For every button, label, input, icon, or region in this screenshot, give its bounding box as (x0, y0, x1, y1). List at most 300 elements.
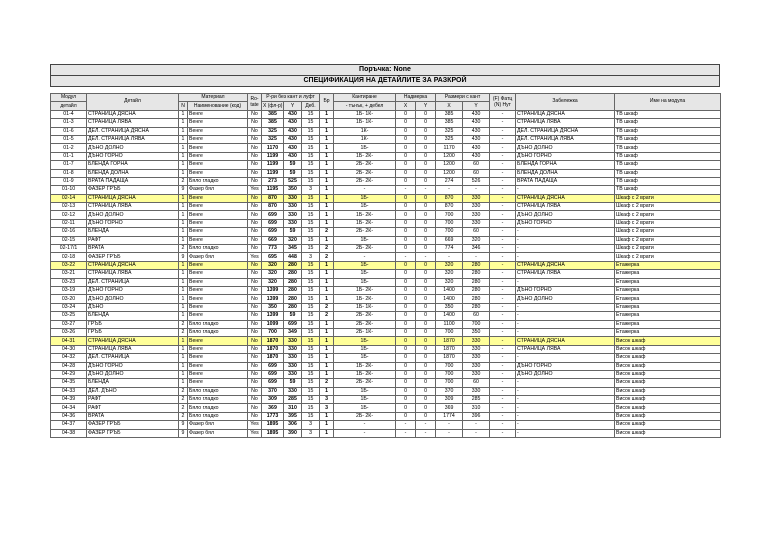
cell-ax: 0 (396, 127, 416, 135)
cell-material: Венге (188, 219, 248, 227)
cell-detail: СТРАНИЦА ЛЯВА (87, 119, 179, 127)
cell-edge: - (334, 421, 396, 429)
th-edge: Кантиране (334, 94, 396, 102)
cell-detail: ДЪНО ГОРНО (87, 286, 179, 294)
cell-module-id: 04-37 (51, 421, 87, 429)
cell-sy: 280 (463, 303, 490, 311)
cell-material: Венге (188, 270, 248, 278)
cell-detail: ФАЗЕР ГРЪБ (87, 421, 179, 429)
cell-edge: 1Б- (334, 387, 396, 395)
cell-note: - (516, 186, 615, 194)
cell-y: 59 (284, 312, 302, 320)
cell-ax: - (396, 186, 416, 194)
table-row (51, 177, 721, 185)
cell-x: 1199 (262, 161, 284, 169)
cell-ax: - (396, 253, 416, 261)
cell-ax: 0 (396, 312, 416, 320)
cell-y: 330 (284, 211, 302, 219)
cell-n: 1 (179, 379, 188, 387)
cell-n: 2 (179, 328, 188, 336)
cell-material: Венге (188, 211, 248, 219)
cell-n: 9 (179, 429, 188, 437)
th-module: Модул (51, 94, 87, 102)
cell-rotate: No (248, 236, 262, 244)
cell-ay: 0 (416, 396, 436, 404)
cell-y: 699 (284, 320, 302, 328)
cell-thick: 15 (302, 278, 320, 286)
cell-sx: 325 (436, 127, 463, 135)
cell-sy: 430 (463, 110, 490, 118)
table-row (51, 152, 721, 160)
cell-edge: 1Б- 1К- (334, 303, 396, 311)
cell-sx: 870 (436, 194, 463, 202)
cell-detail: СТРАНИЦА ДЯСНА (87, 194, 179, 202)
cell-ax: 0 (396, 412, 416, 420)
cell-module-name: ТВ шкаф (615, 152, 721, 160)
cell-facet: - (490, 362, 516, 370)
cell-ax: 0 (396, 345, 416, 353)
cell-thick: 15 (302, 312, 320, 320)
cell-rotate: No (248, 203, 262, 211)
cell-x: 1773 (262, 412, 284, 420)
cell-material: Фазер бял (188, 421, 248, 429)
cell-sx: 1870 (436, 345, 463, 353)
cell-ay: 0 (416, 127, 436, 135)
table-row (51, 396, 721, 404)
cell-detail: ГРЪБ (87, 320, 179, 328)
cell-thick: 15 (302, 152, 320, 160)
table-row (51, 144, 721, 152)
cell-edge: - (334, 429, 396, 437)
th-thick: Деб. (302, 102, 320, 110)
cell-material: Венге (188, 169, 248, 177)
cell-sx: 1400 (436, 312, 463, 320)
table-row (51, 328, 721, 336)
cell-count: 1 (320, 362, 334, 370)
cell-n: 9 (179, 253, 188, 261)
cell-sy: 60 (463, 312, 490, 320)
cell-edge: 1Б- (334, 278, 396, 286)
cell-ax: 0 (396, 337, 416, 345)
order-title: Поръчка: None (50, 64, 720, 76)
cell-module-name: Шкаф с 2 врати (615, 211, 721, 219)
th-y: Y (284, 102, 302, 110)
cell-ax: 0 (396, 228, 416, 236)
cell-material: Венге (188, 261, 248, 269)
cell-sy: 330 (463, 194, 490, 202)
cell-detail: ВРАТА ПАДАЩА (87, 177, 179, 185)
cell-module-name: Шкаф с 2 врати (615, 245, 721, 253)
cell-x: 773 (262, 245, 284, 253)
th-detail: Детайл (87, 94, 179, 111)
cell-facet: - (490, 270, 516, 278)
cell-count: 2 (320, 228, 334, 236)
cell-edge: 1Б- (334, 345, 396, 353)
cell-module-name: Висок шкаф (615, 387, 721, 395)
cell-material: Фазер бял (188, 186, 248, 194)
cell-n: 1 (179, 169, 188, 177)
cell-detail: БЛЕНДА ДОЛНА (87, 169, 179, 177)
cell-sx: 320 (436, 270, 463, 278)
cell-module-id: 04-36 (51, 412, 87, 420)
cell-module-id: 04-34 (51, 404, 87, 412)
cutting-spec-sheet (50, 64, 720, 438)
cell-rotate: No (248, 211, 262, 219)
cell-ax: 0 (396, 219, 416, 227)
cell-thick: 15 (302, 412, 320, 420)
cell-note: СТРАНИЦА ДЯСНА (516, 261, 615, 269)
cell-facet: - (490, 211, 516, 219)
cell-count: 1 (320, 110, 334, 118)
cell-ay: 0 (416, 245, 436, 253)
cell-sx: 1170 (436, 144, 463, 152)
cell-count: 1 (320, 119, 334, 127)
cell-detail: ДЕЛ. СТРАНИЦА ЛЯВА (87, 135, 179, 143)
cell-n: 1 (179, 161, 188, 169)
th-rotate: Ro-tate (248, 94, 262, 111)
cell-thick: 15 (302, 328, 320, 336)
cell-rotate: No (248, 354, 262, 362)
cell-count: 1 (320, 135, 334, 143)
cell-module-name: Етажерка (615, 312, 721, 320)
cell-ax: - (396, 429, 416, 437)
table-row (51, 354, 721, 362)
cell-detail: ДЪНО ДОЛНО (87, 370, 179, 378)
cell-module-name: Висок шкаф (615, 396, 721, 404)
cell-sx: 870 (436, 203, 463, 211)
cell-facet: - (490, 261, 516, 269)
cell-ay: 0 (416, 270, 436, 278)
cell-edge: 1Б- (334, 270, 396, 278)
cell-n: 1 (179, 337, 188, 345)
cell-thick: 3 (302, 429, 320, 437)
cell-note: - (516, 278, 615, 286)
cell-ax: 0 (396, 194, 416, 202)
cell-facet: - (490, 186, 516, 194)
cell-x: 1399 (262, 286, 284, 294)
cell-thick: 15 (302, 362, 320, 370)
cell-y: 59 (284, 161, 302, 169)
cell-y: 280 (284, 303, 302, 311)
cell-y: 310 (284, 404, 302, 412)
cell-sx: 700 (436, 219, 463, 227)
cell-material: Бяло гладко (188, 320, 248, 328)
cell-count: 1 (320, 328, 334, 336)
cell-facet: - (490, 228, 516, 236)
table-row (51, 286, 721, 294)
cell-thick: 15 (302, 177, 320, 185)
cell-detail: СТРАНИЦА ДЯСНА (87, 110, 179, 118)
cell-module-id: 04-28 (51, 362, 87, 370)
cell-rotate: Yes (248, 253, 262, 261)
cell-x: 385 (262, 110, 284, 118)
cell-x: 320 (262, 278, 284, 286)
cell-edge: 1Б- 2К- (334, 370, 396, 378)
cell-ax: 0 (396, 396, 416, 404)
cell-ax: 0 (396, 303, 416, 311)
cell-detail: СТРАНИЦА ЛЯВА (87, 270, 179, 278)
cell-note: ДЕЛ. СТРАНИЦА ЛЯВА (516, 135, 615, 143)
table-row (51, 404, 721, 412)
th-dims: Р-ри без кант и луфт (262, 94, 320, 102)
cell-facet: - (490, 152, 516, 160)
cell-module-name: Висок шкаф (615, 412, 721, 420)
cell-y: 280 (284, 261, 302, 269)
cell-n: 2 (179, 412, 188, 420)
cell-n: 1 (179, 286, 188, 294)
cell-y: 430 (284, 127, 302, 135)
cell-note: СТРАНИЦА ДЯСНА (516, 194, 615, 202)
cell-note: - (516, 228, 615, 236)
cell-thick: 15 (302, 320, 320, 328)
cell-n: 1 (179, 312, 188, 320)
cell-rotate: No (248, 119, 262, 127)
cell-module-name: ТВ шкаф (615, 119, 721, 127)
cell-material: Венге (188, 110, 248, 118)
cell-rotate: No (248, 144, 262, 152)
th-allowance: Надмерка (396, 94, 436, 102)
cell-material: Венге (188, 379, 248, 387)
cell-rotate: No (248, 270, 262, 278)
cell-note: - (516, 387, 615, 395)
cell-thick: 15 (302, 236, 320, 244)
cell-module-id: 02-11 (51, 219, 87, 227)
cell-y: 320 (284, 236, 302, 244)
cell-x: 699 (262, 211, 284, 219)
cell-count: 1 (320, 421, 334, 429)
cell-ay: - (416, 253, 436, 261)
cell-module-id: 03-27 (51, 320, 87, 328)
cell-module-id: 04-38 (51, 429, 87, 437)
table-row (51, 186, 721, 194)
cell-module-name: Етажерка (615, 295, 721, 303)
cell-sy: 430 (463, 144, 490, 152)
cell-rotate: No (248, 396, 262, 404)
cell-sx: 1200 (436, 152, 463, 160)
cell-rotate: No (248, 312, 262, 320)
cell-facet: - (490, 169, 516, 177)
cell-ay: 0 (416, 169, 436, 177)
th-edge-sub: - тънък, + дебел (334, 102, 396, 110)
cell-n: 1 (179, 236, 188, 244)
table-row (51, 127, 721, 135)
cell-x: 369 (262, 404, 284, 412)
table-row (51, 228, 721, 236)
cell-ax: 0 (396, 169, 416, 177)
table-row (51, 421, 721, 429)
cell-n: 1 (179, 110, 188, 118)
cell-material: Венге (188, 119, 248, 127)
cell-facet: - (490, 320, 516, 328)
cell-n: 2 (179, 404, 188, 412)
cell-module-name: ТВ шкаф (615, 127, 721, 135)
cell-ay: 0 (416, 345, 436, 353)
cell-ay: 0 (416, 194, 436, 202)
cell-ay: 0 (416, 379, 436, 387)
cell-ay: 0 (416, 177, 436, 185)
cell-sx: - (436, 253, 463, 261)
cell-y: 285 (284, 396, 302, 404)
th-x: X (фл-р) (263, 102, 283, 109)
cell-edge: - (334, 253, 396, 261)
cell-edge: 1Б- (334, 337, 396, 345)
cell-module-name: Етажерка (615, 270, 721, 278)
table-row (51, 295, 721, 303)
cell-module-name: ТВ шкаф (615, 144, 721, 152)
cell-thick: 15 (302, 303, 320, 311)
cell-module-name: Висок шкаф (615, 354, 721, 362)
cell-thick: 15 (302, 144, 320, 152)
cell-n: 1 (179, 152, 188, 160)
cell-y: 345 (284, 245, 302, 253)
th-sx: X (436, 102, 463, 110)
cell-edge: 1Б- 2К- (334, 295, 396, 303)
cell-ax: 0 (396, 135, 416, 143)
cell-material: Венге (188, 295, 248, 303)
cell-n: 2 (179, 245, 188, 253)
table-row (51, 387, 721, 395)
th-ay: Y (416, 102, 436, 110)
cell-module-name: Етажерка (615, 261, 721, 269)
cell-count: 3 (320, 404, 334, 412)
cell-module-id: 04-29 (51, 370, 87, 378)
cell-sx: 700 (436, 379, 463, 387)
cell-note: СТРАНИЦА ДЯСНА (516, 337, 615, 345)
cell-detail: ДЪНО ГОРНО (87, 362, 179, 370)
cell-ay: 0 (416, 303, 436, 311)
cell-material: Венге (188, 144, 248, 152)
cell-y: 330 (284, 203, 302, 211)
cell-module-id: 03-20 (51, 295, 87, 303)
cell-edge: 2Б- 2К- (334, 169, 396, 177)
cell-x: 1895 (262, 429, 284, 437)
cell-n: 1 (179, 354, 188, 362)
cell-ax: 0 (396, 286, 416, 294)
cell-count: 1 (320, 161, 334, 169)
cell-sy: 60 (463, 169, 490, 177)
cell-module-id: 01-6 (51, 127, 87, 135)
cell-y: 59 (284, 379, 302, 387)
cell-rotate: No (248, 320, 262, 328)
cell-edge: 1Б- 1К- (334, 110, 396, 118)
cell-count: 1 (320, 144, 334, 152)
cell-material: Венге (188, 354, 248, 362)
cell-rotate: No (248, 228, 262, 236)
cell-detail: ДЪНО ГОРНО (87, 219, 179, 227)
cell-x: 1870 (262, 337, 284, 345)
cell-material: Венге (188, 312, 248, 320)
cell-sx: 700 (436, 362, 463, 370)
cell-sx: 385 (436, 119, 463, 127)
th-count: Бр (320, 94, 334, 111)
cell-count: 2 (320, 303, 334, 311)
cell-ay: 0 (416, 152, 436, 160)
cell-ax: 0 (396, 387, 416, 395)
cell-ay: 0 (416, 236, 436, 244)
cell-count: 1 (320, 211, 334, 219)
cell-n: 1 (179, 135, 188, 143)
cell-module-id: 02-18 (51, 253, 87, 261)
cell-edge: 1К- (334, 135, 396, 143)
cell-sy: 330 (463, 354, 490, 362)
cell-y: 306 (284, 421, 302, 429)
cell-module-name: Етажерка (615, 303, 721, 311)
cell-facet: - (490, 245, 516, 253)
cell-rotate: No (248, 362, 262, 370)
cell-ay: 0 (416, 320, 436, 328)
cell-count: 1 (320, 177, 334, 185)
cell-module-name: Висок шкаф (615, 370, 721, 378)
cell-sy: - (463, 186, 490, 194)
cell-n: 1 (179, 203, 188, 211)
cell-sx: 1774 (436, 412, 463, 420)
cell-count: 1 (320, 278, 334, 286)
cell-module-name: Шкаф с 2 врати (615, 203, 721, 211)
table-row (51, 194, 721, 202)
cell-facet: - (490, 236, 516, 244)
cell-ax: 0 (396, 161, 416, 169)
cell-thick: 3 (302, 253, 320, 261)
cell-note: ДЪНО ГОРНО (516, 219, 615, 227)
cell-material: Венге (188, 236, 248, 244)
cell-ay: - (416, 429, 436, 437)
table-row (51, 320, 721, 328)
cell-sx: 385 (436, 110, 463, 118)
cell-count: 1 (320, 219, 334, 227)
cell-facet: - (490, 354, 516, 362)
cell-module-id: 04-32 (51, 354, 87, 362)
cell-sx: 1400 (436, 295, 463, 303)
cell-facet: - (490, 412, 516, 420)
cell-x: 699 (262, 219, 284, 227)
cell-count: 2 (320, 245, 334, 253)
cell-count: 1 (320, 270, 334, 278)
cell-note: - (516, 303, 615, 311)
cell-module-id: 01-10 (51, 186, 87, 194)
cell-count: 1 (320, 370, 334, 378)
cell-facet: - (490, 345, 516, 353)
cell-module-id: 01-4 (51, 110, 87, 118)
cell-detail: ДЕЛ. СТРАНИЦА (87, 278, 179, 286)
cell-edge: 1Б- (334, 261, 396, 269)
cell-rotate: Yes (248, 421, 262, 429)
cell-ay: 0 (416, 144, 436, 152)
cell-sy: 396 (463, 412, 490, 420)
cell-y: 395 (284, 412, 302, 420)
cell-thick: 3 (302, 186, 320, 194)
cell-edge: 2Б- 2К- (334, 245, 396, 253)
cell-sx: 774 (436, 245, 463, 253)
cell-note: ВРАТА ПАДАЩА (516, 177, 615, 185)
cell-thick: 15 (302, 404, 320, 412)
cell-rotate: No (248, 219, 262, 227)
cell-material: Фазер бял (188, 429, 248, 437)
cell-thick: 15 (302, 228, 320, 236)
cell-ay: 0 (416, 312, 436, 320)
cell-thick: 15 (302, 194, 320, 202)
cell-facet: - (490, 253, 516, 261)
cell-ay: 0 (416, 337, 436, 345)
th-note: Забележка (516, 94, 615, 111)
cell-y: 280 (284, 295, 302, 303)
cell-facet: - (490, 370, 516, 378)
cell-x: 695 (262, 253, 284, 261)
cell-note: СТРАНИЦА ДЯСНА (516, 110, 615, 118)
cell-module-id: 02-12 (51, 211, 87, 219)
cell-facet: - (490, 110, 516, 118)
cell-x: 350 (262, 303, 284, 311)
table-row (51, 169, 721, 177)
